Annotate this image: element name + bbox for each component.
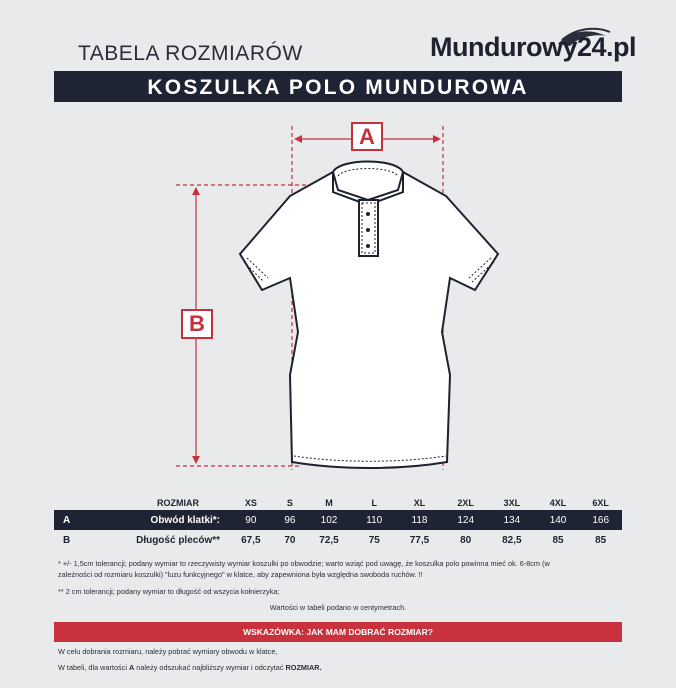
label-a: A (351, 122, 383, 151)
cell-value: 85 (595, 534, 607, 546)
page-title: TABELA ROZMIARÓW (78, 42, 303, 65)
size-header: 3XL (503, 498, 521, 508)
size-table (54, 496, 622, 550)
size-header: 6XL (592, 498, 609, 508)
row-name: Długość pleców** (136, 534, 220, 546)
note-tolerance-chest (58, 558, 624, 580)
cell-value: 110 (354, 510, 395, 530)
cell-value: 75 (368, 534, 380, 546)
tip-banner (54, 622, 622, 642)
row-letter: A (54, 510, 76, 530)
size-header: 4XL (549, 498, 567, 508)
cell-value: 67,5 (241, 534, 261, 546)
tip-letter: A (128, 663, 135, 672)
cell-value: 140 (537, 510, 580, 530)
row-letter: B (63, 534, 71, 546)
tip-heading: WSKAZÓWKA: JAK MAM DOBRAĆ ROZMIAR? (243, 627, 433, 637)
cell-value: 166 (579, 510, 622, 530)
size-header: XS (244, 498, 257, 508)
size-header: 2XL (457, 498, 474, 508)
label-b: B (181, 309, 213, 339)
note-units: Wartości w tabeli podano w centymetrach. (269, 603, 407, 612)
header-rozmiar: ROZMIAR (157, 498, 199, 508)
cell-value: 80 (460, 534, 472, 546)
logo-text: Mundurowy24.pl (430, 32, 637, 62)
cell-value: 124 (444, 510, 487, 530)
cell-value: 134 (487, 510, 537, 530)
cell-value: 82,5 (502, 534, 522, 546)
size-table-header (54, 496, 622, 510)
cell-value: 90 (226, 510, 276, 530)
note-line: zależności od rozmiaru koszulki) "luzu funkcyjnego" w klatce, aby zapewniona była względna swoboda ruchów. !! (58, 570, 423, 579)
size-header: XL (413, 498, 426, 508)
tip-size: ROZMIAR. (285, 663, 322, 672)
note-line: * +/- 1,5cm tolerancji; podany wymiar to rzeczywisty wymiar koszulki po obwodzie; warto wziąć pod uwagę, że koszulka polo powinna mieć ok. 6-8cm (w (58, 559, 550, 568)
note-tolerance-length: ** 2 cm tolerancji; podany wymiar to długość od wszycia kołnierzyka; (58, 587, 280, 596)
cell-value: 72,5 (319, 534, 339, 546)
tip-line (58, 662, 624, 673)
cell-value: 102 (304, 510, 354, 530)
table-row (54, 510, 622, 530)
cell-value: 85 (552, 534, 564, 546)
cell-value: 96 (276, 510, 304, 530)
size-header: L (371, 498, 377, 508)
size-header: S (286, 498, 293, 508)
tip-text: należy odszukać najbliższy wymiar i odczytać (134, 663, 286, 672)
cell-value: 70 (284, 534, 296, 546)
banner-title: KOSZULKA POLO MUNDUROWA (147, 76, 529, 99)
cell-value: 118 (395, 510, 445, 530)
tip-line: W celu dobrania rozmiaru, należy pobrać wymiary obwodu w klatce, (58, 647, 278, 656)
size-header: M (325, 498, 333, 508)
table-row (54, 530, 622, 550)
shirt-outline (240, 162, 498, 469)
row-name: Obwód klatki*: (76, 510, 226, 530)
cell-value: 77,5 (409, 534, 430, 546)
tip-text: W tabeli, dla wartości (58, 663, 129, 672)
